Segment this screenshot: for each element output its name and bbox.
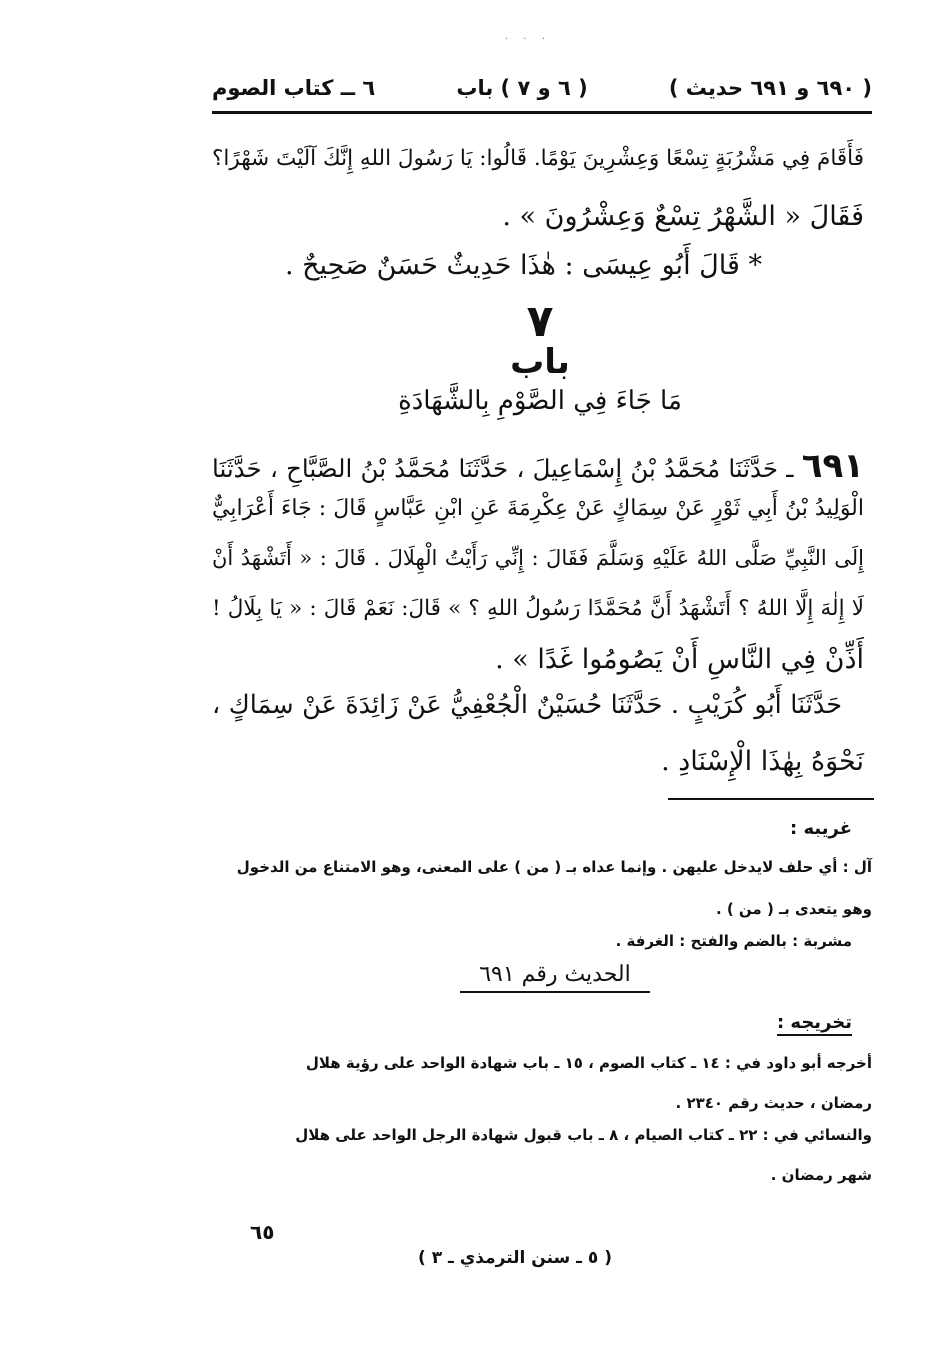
chapter-label: باب	[510, 342, 570, 382]
gharib-line-1: آل : أي حلف لايدخل عليهن . وإنما عداه بـ ( من ) على المعنى، وهو الامتناع من الدخول	[236, 858, 872, 876]
page-number: ٦٥	[250, 1220, 275, 1244]
hadith-chain-line-1: حَدَّثَنَا أَبُو كُرَيْبٍ . حَدَّثَنَا حُسَيْنٌ الْجُعْفِيُّ عَنْ زَائِدَةَ عَنْ سِمَاكٍ ،	[212, 690, 842, 720]
header-hadith-range: ( ٦٩٠ و ٦٩١ حديث )	[668, 76, 872, 100]
footnote-rule	[668, 798, 874, 800]
header-chapter-ref: ( ٦ و ٧ ) باب	[456, 76, 588, 100]
hadith-line-3: إِلَى النَّبِيِّ صَلَّى اللهُ عَلَيْهِ وَسَلَّمَ فَقَالَ : إِنِّي رَأَيْتُ الْهِلَالَ . قَالَ : « أَتَشْهَدُ أَنْ	[212, 546, 864, 570]
hadith-line-1	[212, 446, 864, 486]
abu-isa-remark: * قَالَ أَبُو عِيسَى : هٰذَا حَدِيثٌ حَسَنٌ صَحِيحٌ .	[284, 250, 762, 281]
takhrij-heading: تخريجه :	[777, 1012, 852, 1036]
volume-footer: ( ٥ ـ سنن الترمذي ـ ٣ )	[417, 1248, 612, 1268]
gharib-line-3: مشربة : بالضم والفتح : الغرفة .	[615, 932, 852, 950]
hadith-reference-title: الحديث رقم ٦٩١	[460, 962, 650, 993]
hadith-chain-line-2: نَحْوَهُ بِهٰذَا الْإِسْنَادِ .	[661, 746, 864, 777]
hadith-line-2: الْوَلِيدُ بْنُ أَبِي ثَوْرٍ عَنْ سِمَاكٍ عَنْ عِكْرِمَةَ عَنِ ابْنِ عَبَّاسٍ قَالَ : جَاءَ أَعْرَابِيٌّ	[212, 496, 864, 521]
takhrij-line-2: رمضان ، حديث رقم ٢٣٤٠ .	[675, 1094, 872, 1112]
continuation-line-1: فَأَقَامَ فِي مَشْرُبَةٍ تِسْعًا وَعِشْرِينَ يَوْمًا. قَالُوا: يَا رَسُولَ اللهِ إِنَّكَ آلَيْتَ شَهْرًا؟	[212, 146, 864, 171]
running-header	[212, 68, 872, 108]
takhrij-line-3: والنسائي في : ٢٢ ـ كتاب الصيام ، ٨ ـ باب قبول شهادة الرجل الواحد على هلال	[295, 1126, 872, 1144]
takhrij-line-1: أخرجه أبو داود في : ١٤ ـ كتاب الصوم ، ١٥ ـ باب شهادة الواحد على رؤية هلال	[305, 1054, 872, 1072]
gharib-line-2: وهو يتعدى بـ ( من ) .	[715, 900, 872, 918]
takhrij-line-4: شهر رمضان .	[770, 1166, 872, 1184]
gharib-heading: غريبه :	[790, 818, 852, 839]
hadith-number: ٦٩١	[801, 446, 864, 486]
scan-specks: · · ·	[505, 34, 551, 45]
hadith-line-4: لَا إِلٰهَ إِلَّا اللهُ ؟ أَتَشْهَدُ أَنَّ مُحَمَّدًا رَسُولُ اللهِ ؟ » قَالَ: نَعَمْ قَالَ : « يَا بِلَالُ !	[212, 596, 864, 621]
continuation-line-2: فَقَالَ « الشَّهْرُ تِسْعٌ وَعِشْرُونَ » .	[502, 201, 864, 232]
header-rule	[212, 111, 872, 114]
chapter-title: مَا جَاءَ فِي الصَّوْمِ بِالشَّهَادَةِ	[398, 386, 682, 416]
chapter-number: ٧	[526, 296, 554, 347]
hadith-line-1-text: ـ حَدَّثَنَا مُحَمَّدُ بْنُ إِسْمَاعِيلَ ، حَدَّثَنَا مُحَمَّدُ بْنُ الصَّبَّاحِ ، حَدَّثَنَا	[212, 454, 794, 483]
hadith-line-5: أَذِّنْ فِي النَّاسِ أَنْ يَصُومُوا غَدًا » .	[495, 644, 864, 675]
header-book-title: ٦ ــ كتاب الصوم	[212, 76, 376, 100]
